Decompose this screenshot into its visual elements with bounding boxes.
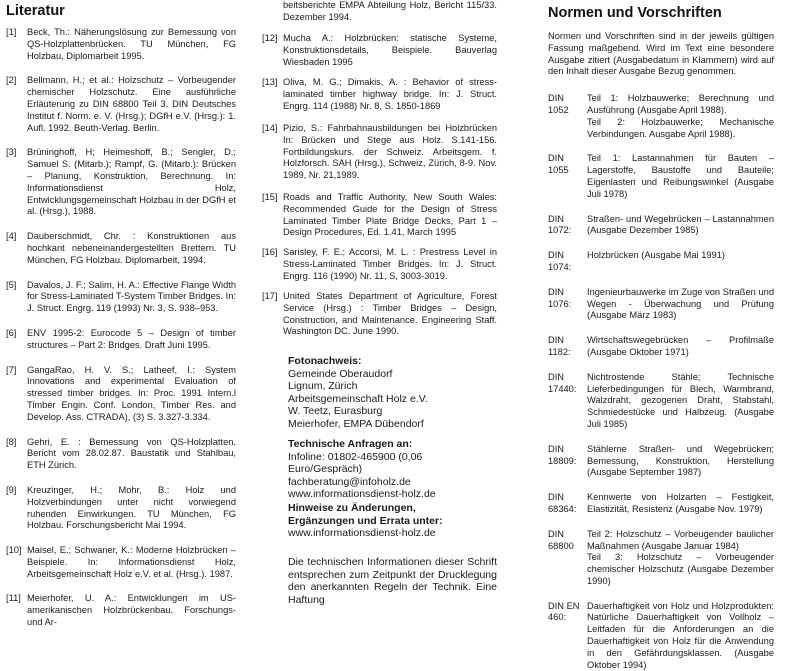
errata-heading: Ergänzungen und Errata unter: [288,514,443,527]
standard-text: Teil 1: Lastannahmen für Bauten – Lagerstoffe, Baustoffe und Bauteile; Eigenlasten und Reibungswinkel (Ausgabe Juli 1978) [587,153,774,199]
standard-item [548,335,774,359]
reference-item [6,75,236,134]
standard-text: Teil 2: Holzschutz – Vorbeugender baulicher Maßnahmen (Ausgabe Januar 1984) [587,528,774,551]
reference-item [6,593,236,628]
standard-label: DIN 1052 [548,93,569,115]
reference-number: [12] [262,33,278,43]
standard-item [548,214,774,238]
reference-text: Mucha A.: Holzbrücken: statische Systeme, Konstruktionsdetails, Beispiele. Bauverlag Wiesbaden 1995 [283,33,497,67]
photo-credit-line: Lignum, Zürich [288,380,358,393]
reference-item [6,365,236,424]
infoline-text: Infoline: 01802-465900 (0,06 Euro/Gespräch) [288,450,423,476]
reference-number: [11] [6,593,21,604]
reference-item [6,27,236,62]
standard-label: DIN 1072: [548,213,572,236]
reference-number: [10] [6,545,22,556]
technical-inquiries [288,438,497,501]
reference-number: [8] [6,436,17,447]
standard-text: Ingenieurbauwerke im Zuge von Straßen und Wegen - Überwachung und Prüfung (Ausgabe März 1983) [587,286,774,321]
reference-text: GangaRao, H. V. S.; Latheef, I.: System Innovations and experimental Evaluation of stressed timber bridges. In: Proc. 1991 Intern.l Timber Engin. Conf. London, Timber Res. and Develop. Ass. CTRADA), (3) S. 3.327-3.334. [27,364,236,422]
photo-credit-line: Gemeinde Oberaudorf [288,367,393,380]
reference-text: Roads and Traffic Authority, New South Wales: Recommended Guide for the Design of Stress Laminated Timber Plate Bridge Decks, Part 1 – Design Procedures, Ed. 1.41, March 1995 [283,192,497,238]
reference-text: Kreuzinger, H.; Mohr, B.: Holz und Holzverbindungen unter nicht vorwiegend ruhenden Einwirkungen. TU München, FG Holzbau. Forschungsbericht Mai 1994. [27,484,236,531]
standard-text: Stählerne Straßen- und Wegebrücken; Bemessung, Konstruktion, Herstellung (Ausgabe September 1987) [587,443,774,478]
reference-number: [14] [262,123,278,133]
reference-number: [1] [6,27,17,37]
reference-number: [13] [262,77,278,87]
standard-label: DIN 18809: [548,443,577,466]
reference-text: United States Department of Agriculture, Forest Service (Hrsg.) : Timber Bridges – Design, Construction, and Maintenance. Engineering Staff. Washington DC. June 1990. [283,291,497,337]
standard-item [548,492,774,516]
email-link[interactable]: fachberatung@infoholz.de [288,475,411,488]
standard-label: DIN 1055 [548,153,569,176]
reference-number: [2] [6,75,17,86]
reference-item [6,231,236,266]
reference-number: [9] [6,484,17,495]
standard-label: DIN 1182: [548,335,571,357]
standard-text: Teil 3: Holzschutz – Vorbeugender chemischer Holzschutz (Ausgabe Dezember 1990) [587,552,774,586]
standard-label: DIN 68364: [548,492,577,514]
standard-text: Nichtrostende Stähle; Technische Lieferbedingungen für Blech, Warmbrand, Walzdraht, gezogenen Draht, Stabstahl, Schmiedestücke und Halbzeug. (Ausgabe Juli 1985) [587,371,774,429]
errata-website-link[interactable]: www.informationsdienst-holz.de [288,527,436,540]
reference-text: ENV 1995-2: Eurocode 5 – Design of timber structures – Part 2: Bridges. Draft Juni 1995. [27,327,236,350]
reference-item [262,291,497,338]
standard-text: Holzbrücken (Ausgabe Mai 1991) [587,250,725,261]
reference-number: [6] [6,327,17,338]
standard-item [548,601,774,671]
standard-text: Wirtschaftswegebrücken – Profilmaße (Ausgabe Oktober 1971) [587,335,774,357]
reference-item [6,545,236,580]
inquiries-heading: Technische Anfragen an: [288,438,413,450]
reference-number: [3] [6,147,17,158]
errata-notice [288,502,497,540]
reference-continuation [262,0,497,24]
reference-number: [16] [262,247,278,257]
standard-item [548,287,774,322]
standards-column [548,0,774,671]
standard-item [548,153,774,200]
reference-text: Meierhofer, U. A.: Entwicklungen im US-amerikanischen Holzbrückenbau. Forschungs- und Ar- [27,593,236,628]
literature-heading: Literatur [6,3,65,19]
reference-item [262,247,497,282]
standard-label: DIN EN 460: [548,600,580,623]
standard-item [548,444,774,479]
standard-text: Straßen- und Wegebrücken – Lastannahmen (Ausgabe Dezember 1985) [587,213,774,236]
reference-text: Oliva, M. G.; Dimakis, A. : Behavior of stress-laminated timber highway bridge. In: J. Struct. Engrg. 114 (1988) Nr. 8, S. 1850-1869 [283,77,497,111]
literature-column-1 [6,0,236,629]
errata-heading: Hinweise zu Änderungen, [288,502,416,514]
standards-heading: Normen und Vorschriften [548,5,722,21]
website-link[interactable]: www.informationsdienst-holz.de [288,488,436,501]
standard-item [548,372,774,431]
photo-credit-line: Arbeitsgemeinschaft Holz e.V. [288,392,428,405]
reference-item [262,123,497,182]
reference-text: Brüninghoff, H; Heimeshoff, B.; Sengler, D.; Samuel S. (Mitarb.); Rampf, G. (Mitarb.): Brücken – Planung, Konstruktion, Berechnung. In: Informationsdienst Holz, Entwicklungsgemeinschaft Holzbau in der DGfH et al. (Hrsg.), 1988. [27,147,236,217]
photo-credit-line: W. Teetz, Eurasburg [288,405,383,418]
reference-number: [5] [6,279,17,290]
standard-label: DIN 68800 [548,528,574,551]
disclaimer-text: Die technischen Informationen dieser Schrift entsprechen zum Zeitpunkt der Drucklegung den anerkannten Regeln der Technik. Eine Haftung [288,556,497,606]
reference-item [6,147,236,218]
standards-intro: Normen und Vorschriften sind in der jeweils gültigen Fassung maßgebend. Wird im Text eine besondere Ausgabe zitiert (Ausgabedatum in Klammern) wird auf den Inhalt dieser Ausgabe Bezug genommen. [548,31,774,77]
standard-label: DIN 17440: [548,371,577,394]
reference-number: [7] [6,364,17,375]
reference-text: Davalos, J. F.; Salim, H. A.: Effective Flange Width for Stress-Laminated T-System Timber Bridges. In: J. Struct. Engrg. 119 (1993) Nr. 3, S. 938–953. [27,279,236,314]
reference-text: Gehri, E. : Bemessung von QS-Holzplatten. Bericht vom 28.02.87. Baustatik und Stahlbau, ETH Zürich. [27,436,236,471]
photo-credits-heading: Fotonachweis: [288,355,362,367]
reference-item [6,280,236,315]
standard-label: DIN 1074: [548,250,572,272]
reference-item [6,437,236,472]
reference-number: [17] [262,291,278,301]
reference-text: Maisel, E.; Schwaner, K.: Moderne Holzbrücken – Beispiele. In: Informationsdienst Holz, Arbeitsgemeinschaft Holz e.V. et al. (Hrsg.). 1987. [27,545,236,579]
reference-number: [4] [6,231,17,242]
standard-text: Teil 1: Holzbauwerke; Berechnung und Ausführung (Ausgabe April 1988). [587,93,774,115]
reference-item [6,485,236,532]
standard-text: Kennwerte von Holzarten – Festigkeit, Elastizität, Resistenz (Ausgabe Nov. 1979) [587,492,774,514]
standard-label: DIN 1076: [548,286,572,309]
reference-text: Bellmann, H.; et al.: Holzschutz – Vorbeugender chemischer Holzschutz. Eine ausführliche Erläuterung zu DIN 68800 Teil 3. DIN Deutsches Institut f. Norm. e. V. (Hrsg.); DGfH e.V. (Hrsg.): 1. Aufl. 1992. Beuth-Verlag. Berlin. [27,75,236,133]
reference-item [6,328,236,352]
photo-credit-line: Meierhofer, EMPA Dübendorf [288,417,424,430]
reference-text: Beck, Th.: Näherungslösung zur Bemessung von QS-Holzplattenbrücken. TU München, FG Holzbau, Diplomarbeit 1995. [27,27,236,61]
reference-item [262,33,497,68]
reference-text: Sarisley, F. E.; Accorsi, M. L. : Prestress Level in Stress-Laminated Timber Bridges. In: J. Struct. Engrg. 116 (1990) Nr. 11, S, 3003-3019. [283,247,497,281]
photo-credits [288,355,497,431]
standard-item [548,93,774,140]
reference-text: beitsberichte EMPA Abteilung Holz, Bericht 115/33. Dezember 1994. [283,0,497,22]
reference-item [262,77,497,112]
standard-text: Dauerhaftigkeit von Holz und Holzprodukten: Natürliche Dauerhaftigkeit von Vollholz – Leitfaden für die Anforderungen an die Dauerhaftigkeit von Holz für die Anwendung in den Gefährdungsklassen. (Ausgabe Oktober 1994) [587,600,774,670]
standard-text: Teil 2: Holzbauwerke; Mechanische Verbindungen. Ausgabe April 1988). [587,116,774,139]
reference-number: [15] [262,192,278,202]
reference-text: Pizio, S.: Fahrbahnausbildungen bei Holzbrücken In: Brücken und Stege aus Holz. S.141-156. Fortbildungskurs. der Schweiz. Arbeitsgem. f. Holzforsch. SAH (Hrsg.), Schweiz, Zürich, 8-9. Nov. 1989, Nr. 21,1989. [283,123,497,181]
standard-item [548,250,774,274]
reference-item [262,192,497,239]
standard-item [548,529,774,588]
reference-text: Dauberschmidt, Chr. : Konstruktionen aus hochkant nebeneinandergestellten Brettern. TU München, FG Holzbau. Diplomarbeit, 1994. [27,231,236,265]
